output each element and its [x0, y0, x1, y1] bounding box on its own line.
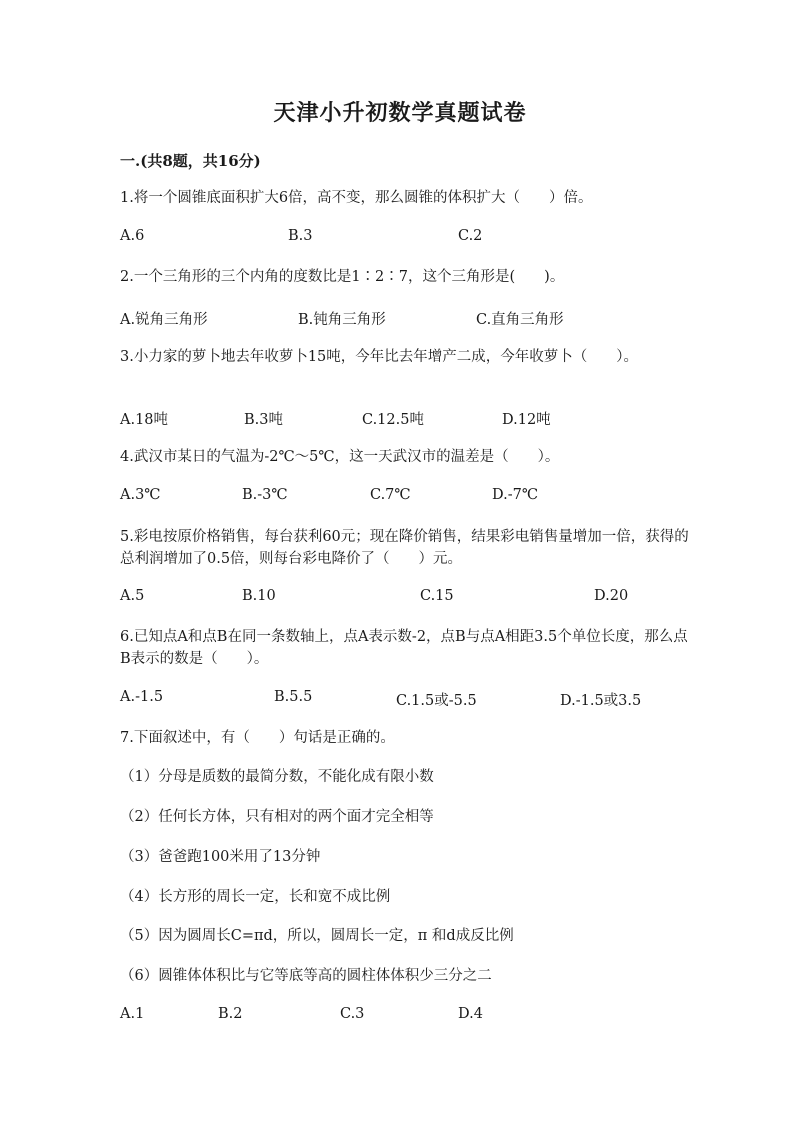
question-7-statement-5: （5）因为圆周长C=πd，所以，圆周长一定，π 和d成反比例 [120, 928, 514, 944]
question-7-statement-1: （1）分母是质数的最简分数，不能化成有限小数 [120, 769, 434, 785]
question-6-option-c: C.1.5或-5.5 [396, 693, 477, 709]
question-7-statement-4: （4）长方形的周长一定，长和宽不成比例 [120, 889, 391, 905]
question-6-option-d: D.-1.5或3.5 [560, 693, 642, 709]
question-1-option-c: C.2 [458, 228, 483, 244]
question-3-option-a: A.18吨 [120, 412, 169, 428]
question-4-text: 4.武汉市某日的气温为-2℃～5℃，这一天武汉市的温差是（ ）。 [120, 449, 560, 465]
question-2-option-c: C.直角三角形 [476, 312, 564, 328]
question-3-option-b: B.3吨 [244, 412, 283, 428]
question-5-option-c: C.15 [420, 588, 454, 604]
question-2-option-a: A.锐角三角形 [120, 312, 208, 328]
question-7-option-b: B.2 [218, 1006, 243, 1022]
question-7-option-a: A.1 [120, 1006, 145, 1022]
question-5-option-b: B.10 [242, 588, 276, 604]
question-3-text: 3.小力家的萝卜地去年收萝卜15吨，今年比去年增产二成，今年收萝卜（ ）。 [120, 349, 639, 365]
question-3-option-d: D.12吨 [502, 412, 551, 428]
question-1-option-b: B.3 [288, 228, 313, 244]
question-5-option-a: A.5 [120, 588, 145, 604]
question-7-option-d: D.4 [458, 1006, 483, 1022]
section-heading: 一.(共8题，共16分) [120, 152, 261, 170]
question-4-option-d: D.-7℃ [492, 487, 539, 503]
question-7-option-c: C.3 [340, 1006, 365, 1022]
question-4-option-a: A.3℃ [120, 487, 161, 503]
page-title: 天津小升初数学真题试卷 [273, 100, 527, 126]
question-7-statement-6: （6）圆锥体体积比与它等底等高的圆柱体体积少三分之二 [120, 968, 492, 984]
question-3-option-c: C.12.5吨 [362, 412, 424, 428]
question-5-text: 5.彩电按原价格销售，每台获利60元；现在降价销售，结果彩电销售量增加一倍，获得的总利润增加了0.5倍，则每台彩电降价了（ ）元。 [120, 529, 689, 567]
question-4-option-c: C.7℃ [370, 487, 411, 503]
question-2-option-b: B.钝角三角形 [298, 312, 386, 328]
question-6-option-a: A.-1.5 [120, 689, 164, 705]
question-7-statement-2: （2）任何长方体，只有相对的两个面才完全相等 [120, 809, 434, 825]
question-6-option-b: B.5.5 [274, 689, 313, 705]
question-1-option-a: A.6 [120, 228, 145, 244]
question-6-text: 6.已知点A和点B在同一条数轴上，点A表示数-2，点B与点A相距3.5个单位长度，那么点B表示的数是（ ）。 [120, 629, 688, 667]
question-5-option-d: D.20 [594, 588, 629, 604]
question-7-statement-3: （3）爸爸跑100米用了13分钟 [120, 849, 321, 865]
question-7-text: 7.下面叙述中，有（ ）句话是正确的。 [120, 730, 395, 746]
question-4-option-b: B.-3℃ [242, 487, 288, 503]
question-2-text: 2.一个三角形的三个内角的度数比是1∶2∶7，这个三角形是( )。 [120, 269, 565, 285]
question-1-text: 1.将一个圆锥底面积扩大6倍，高不变，那么圆锥的体积扩大（ ）倍。 [120, 190, 593, 206]
